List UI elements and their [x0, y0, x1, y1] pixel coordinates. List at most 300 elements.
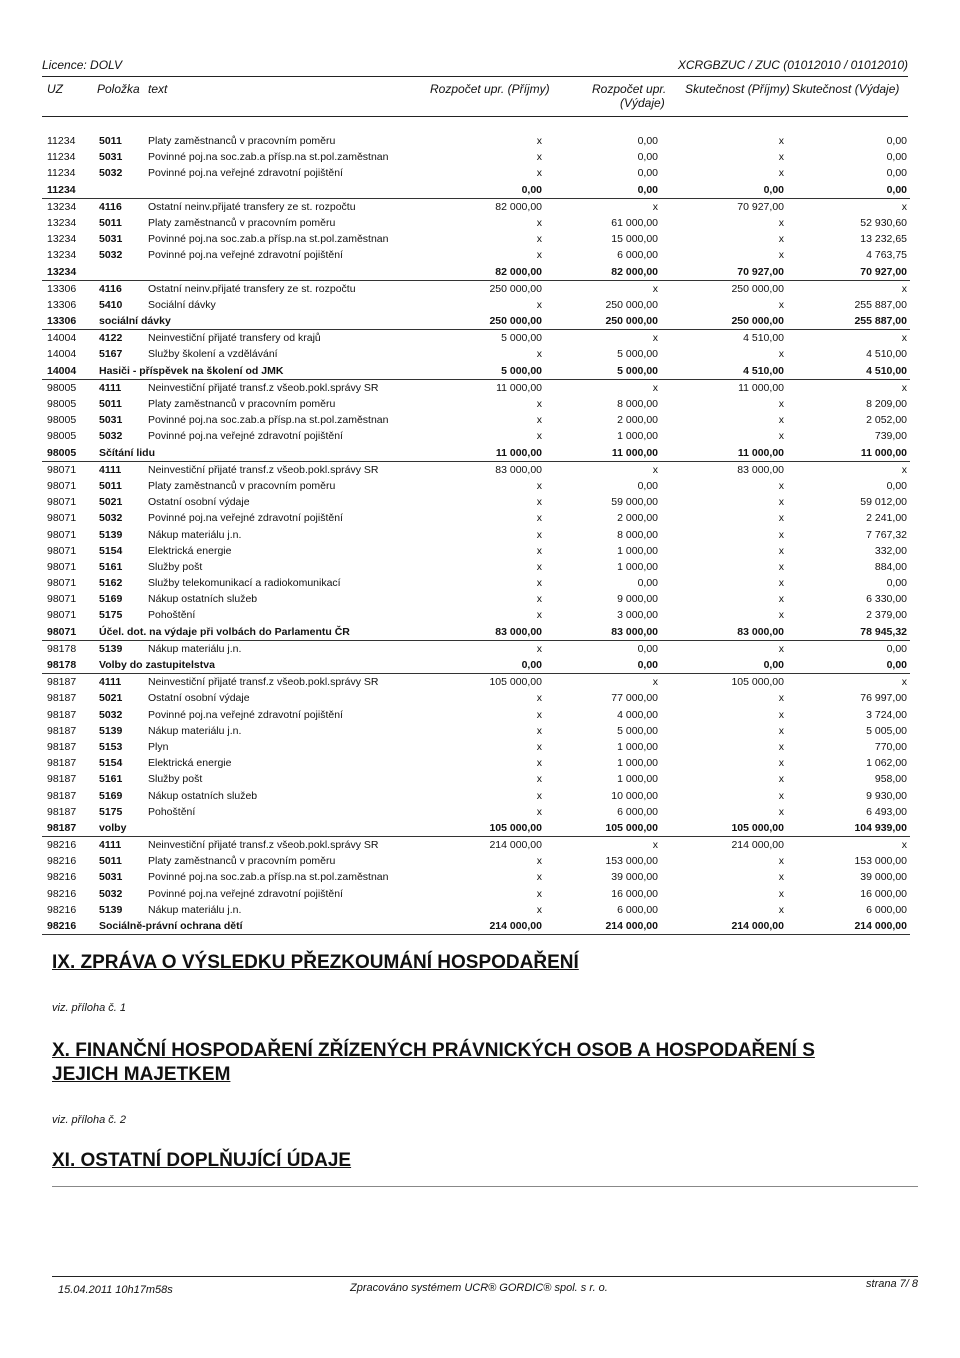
- cell-v3: x: [778, 151, 784, 164]
- col-rozpocet-prijmy: Rozpočet upr. (Příjmy): [430, 82, 550, 96]
- cell-pol: 5032: [99, 708, 123, 721]
- cell-v1: x: [536, 593, 542, 606]
- cell-v1: 83 000,00: [495, 463, 542, 476]
- cell-pol: 5169: [99, 789, 123, 802]
- cell-uz: 98071: [47, 528, 77, 541]
- col-rozpocet-vydaje: Rozpočet upr.: [592, 82, 667, 96]
- cell-text: Neinvestiční přijaté transf.z všeob.pokl.správy SR: [148, 463, 379, 476]
- cell-pol: 5139: [99, 642, 123, 655]
- cell-v1: x: [536, 805, 542, 818]
- cell-v1: 0,00: [521, 659, 542, 671]
- cell-v2: 6 000,00: [617, 805, 658, 818]
- cell-v4: x: [901, 381, 907, 394]
- cell-text: Nákup ostatních služeb: [148, 593, 258, 606]
- cell-v3: x: [778, 496, 784, 509]
- cell-v4: 4 510,00: [866, 348, 907, 361]
- cell-text: Platy zaměstnanců v pracovním poměru: [148, 398, 336, 410]
- cell-text: Elektrická energie: [148, 544, 232, 557]
- cell-v3: x: [778, 398, 784, 410]
- cell-v1: 83 000,00: [495, 625, 542, 638]
- cell-v2: 5 000,00: [617, 348, 658, 361]
- cell-v1: 214 000,00: [489, 839, 542, 852]
- cell-v1: x: [536, 233, 542, 246]
- table-row: [42, 247, 910, 263]
- cell-pol: 5154: [99, 757, 123, 770]
- cell-uz: 98187: [47, 724, 77, 737]
- cell-text: Sociálně-právní ochrana dětí: [99, 920, 243, 932]
- cell-v3: x: [778, 430, 784, 443]
- cell-v3: 214 000,00: [731, 839, 784, 852]
- cell-pol: 4111: [99, 676, 122, 689]
- cell-pol: 5011: [99, 855, 122, 868]
- cell-v1: x: [536, 855, 542, 868]
- cell-pol: 5031: [99, 871, 123, 884]
- cell-pol: 5410: [99, 298, 123, 311]
- cell-v4: 6 000,00: [866, 903, 907, 916]
- cell-v1: x: [536, 298, 542, 311]
- table-subtotal-row: [42, 264, 910, 281]
- cell-v4: 6 493,00: [866, 805, 907, 818]
- cell-text: Služby školení a vzdělávání: [148, 348, 278, 361]
- cell-pol: 5032: [99, 167, 123, 180]
- cell-uz: 98178: [47, 659, 77, 671]
- cell-v3: x: [778, 577, 784, 590]
- cell-text: Povinné poj.na veřejné zdravotní pojištění: [148, 708, 343, 721]
- cell-text: Povinné poj.na veřejné zdravotní pojištění: [148, 167, 343, 180]
- cell-uz: 98216: [47, 887, 77, 900]
- cell-v3: 70 927,00: [737, 265, 784, 278]
- cell-text: Elektrická energie: [148, 757, 232, 770]
- cell-v2: 0,00: [637, 659, 658, 671]
- cell-uz: 98071: [47, 512, 77, 525]
- cell-text: Pohoštění: [148, 805, 196, 818]
- cell-v4: x: [901, 332, 907, 345]
- licence-label: Licence: DOLV: [42, 58, 123, 72]
- table-row: [42, 297, 910, 313]
- cell-pol: 5169: [99, 593, 123, 606]
- cell-v1: x: [536, 708, 542, 721]
- cell-v4: 9 930,00: [866, 789, 907, 802]
- cell-v4: 6 330,00: [866, 593, 907, 606]
- section-x-note: viz. příloha č. 2: [52, 1114, 126, 1126]
- cell-v4: 76 997,00: [860, 692, 907, 705]
- cell-uz: 14004: [47, 348, 77, 361]
- cell-v4: x: [901, 282, 907, 295]
- table-row: [42, 707, 910, 723]
- cell-v4: 2 052,00: [866, 414, 907, 427]
- cell-pol: 5031: [99, 233, 123, 246]
- cell-uz: 98005: [47, 446, 77, 459]
- cell-v3: x: [778, 740, 784, 753]
- table-row: [42, 330, 910, 346]
- table-subtotal-row: [42, 820, 910, 837]
- cell-v4: 13 232,65: [860, 233, 907, 246]
- cell-v1: 82 000,00: [495, 265, 542, 278]
- cell-v1: x: [536, 903, 542, 916]
- col-text: text: [148, 82, 168, 96]
- cell-pol: 5154: [99, 544, 123, 557]
- cell-v2: 8 000,00: [617, 398, 658, 410]
- cell-uz: 13234: [47, 216, 77, 229]
- cell-uz: 11234: [47, 135, 76, 147]
- cell-v3: x: [778, 642, 784, 655]
- header-rule: [42, 76, 908, 77]
- cell-v2: 8 000,00: [617, 528, 658, 541]
- table-row: [42, 412, 910, 428]
- cell-text: Platy zaměstnanců v pracovním poměru: [148, 479, 336, 492]
- cell-v1: x: [536, 398, 542, 410]
- cell-v3: x: [778, 167, 784, 180]
- cell-v3: 0,00: [763, 183, 784, 196]
- cell-text: Neinvestiční přijaté transfery od krajů: [148, 332, 321, 345]
- cell-v2: 39 000,00: [611, 871, 658, 884]
- table-row: [42, 690, 910, 706]
- cell-uz: 98187: [47, 757, 77, 770]
- table-row: [42, 543, 910, 559]
- cell-v2: 11 000,00: [611, 446, 658, 459]
- cell-uz: 11234: [47, 167, 76, 180]
- cell-v3: 105 000,00: [731, 676, 784, 689]
- cell-v1: 105 000,00: [489, 676, 542, 689]
- cell-v4: 70 927,00: [860, 265, 907, 278]
- cell-uz: 98178: [47, 642, 77, 655]
- table-row: [42, 739, 910, 755]
- cell-pol: 5161: [99, 773, 123, 786]
- cell-v2: 9 000,00: [617, 593, 658, 606]
- cell-v1: x: [536, 496, 542, 509]
- cell-text: Služby pošt: [148, 773, 203, 786]
- cell-text: Ostatní neinv.přijaté transfery ze st. rozpočtu: [148, 200, 356, 213]
- report-id: XCRGBZUC / ZUC (01012010 / 01012010): [677, 58, 908, 72]
- cell-v4: 255 887,00: [854, 298, 907, 311]
- cell-uz: 13234: [47, 233, 77, 246]
- cell-v3: 83 000,00: [737, 625, 784, 638]
- cell-v4: 770,00: [874, 740, 907, 753]
- cell-v2: x: [652, 676, 658, 689]
- cell-uz: 98187: [47, 692, 77, 705]
- cell-uz: 98071: [47, 544, 77, 557]
- cell-uz: 98005: [47, 414, 77, 427]
- cell-pol: 5011: [99, 135, 122, 147]
- cell-v3: x: [778, 805, 784, 818]
- cell-v2: 153 000,00: [605, 855, 658, 868]
- cell-text: Neinvestiční přijaté transf.z všeob.pokl.správy SR: [148, 676, 379, 689]
- cell-v4: 5 005,00: [866, 724, 907, 737]
- cell-v1: 250 000,00: [489, 282, 542, 295]
- cell-v2: 1 000,00: [617, 430, 658, 443]
- table-subtotal-row: [42, 624, 910, 641]
- cell-v2: x: [652, 463, 658, 476]
- col-skutecnost-vydaje: Skutečnost (Výdaje): [792, 82, 900, 96]
- budget-table: [42, 133, 910, 935]
- cell-v3: x: [778, 298, 784, 311]
- section-rule: [52, 1186, 918, 1187]
- cell-v1: 5 000,00: [501, 332, 542, 345]
- footer-rule: [52, 1276, 918, 1277]
- table-row: [42, 510, 910, 526]
- cell-uz: 98071: [47, 496, 77, 509]
- cell-v2: 1 000,00: [617, 773, 658, 786]
- cell-v1: x: [536, 430, 542, 443]
- cell-v3: x: [778, 528, 784, 541]
- cell-uz: 11234: [47, 151, 76, 164]
- cell-v4: 739,00: [874, 430, 907, 443]
- cell-v1: x: [536, 348, 542, 361]
- cell-pol: 5161: [99, 560, 123, 573]
- cell-v2: 1 000,00: [617, 740, 658, 753]
- cell-v4: 7 767,32: [866, 528, 907, 541]
- cell-text: Hasiči - příspěvek na školení od JMK: [99, 364, 284, 377]
- cell-v2: 1 000,00: [617, 544, 658, 557]
- cell-text: Účel. dot. na výdaje při volbách do Parlamentu ČR: [99, 625, 350, 638]
- cell-pol: 5032: [99, 430, 123, 443]
- cell-text: Povinné poj.na soc.zab.a přísp.na st.pol.zaměstnan: [148, 414, 389, 427]
- table-row: [42, 527, 910, 543]
- cell-v3: 105 000,00: [731, 821, 784, 834]
- table-row: [42, 149, 910, 165]
- cell-v2: x: [652, 200, 658, 213]
- cell-v3: x: [778, 903, 784, 916]
- col-skutecnost-prijmy: Skutečnost (Příjmy): [685, 82, 790, 96]
- cell-uz: 98216: [47, 855, 77, 868]
- cell-uz: 13306: [47, 315, 77, 328]
- table-row: [42, 380, 910, 396]
- cell-pol: 5032: [99, 512, 123, 525]
- cell-uz: 98071: [47, 625, 77, 638]
- cell-v3: x: [778, 855, 784, 868]
- report-header: [42, 58, 908, 74]
- cell-text: Povinné poj.na veřejné zdravotní pojištění: [148, 512, 343, 525]
- cell-v2: 5 000,00: [617, 724, 658, 737]
- cell-uz: 98187: [47, 805, 77, 818]
- cell-v3: 70 927,00: [737, 200, 784, 213]
- cell-uz: 98071: [47, 479, 77, 492]
- cell-v2: 4 000,00: [617, 708, 658, 721]
- cell-v3: x: [778, 414, 784, 427]
- cell-text: Služby telekomunikací a radiokomunikací: [148, 577, 341, 590]
- cell-v2: 0,00: [637, 135, 658, 147]
- cell-v4: 1 062,00: [866, 757, 907, 770]
- cell-v3: x: [778, 135, 784, 147]
- cell-v2: 2 000,00: [617, 512, 658, 525]
- col-polozka: Položka: [97, 82, 140, 96]
- table-row: [42, 559, 910, 575]
- cell-v3: x: [778, 512, 784, 525]
- cell-v4: 0,00: [886, 167, 907, 180]
- cell-text: sociální dávky: [99, 315, 171, 328]
- cell-v2: 0,00: [637, 151, 658, 164]
- cell-v2: 10 000,00: [611, 789, 658, 802]
- cell-pol: 4111: [99, 381, 122, 394]
- table-row: [42, 886, 910, 902]
- cell-v4: 3 724,00: [866, 708, 907, 721]
- cell-v4: 59 012,00: [860, 496, 907, 509]
- table-row: [42, 199, 910, 215]
- cell-pol: 5167: [99, 348, 123, 361]
- table-row: [42, 231, 910, 247]
- cell-v4: 255 887,00: [854, 315, 907, 328]
- cell-text: Platy zaměstnanců v pracovním poměru: [148, 216, 336, 229]
- cell-v1: x: [536, 757, 542, 770]
- cell-v4: 52 930,60: [860, 216, 907, 229]
- cell-pol: 4116: [99, 282, 122, 295]
- cell-v3: x: [778, 724, 784, 737]
- cell-v2: 6 000,00: [617, 249, 658, 262]
- cell-v1: x: [536, 151, 542, 164]
- cell-v1: 0,00: [521, 183, 542, 196]
- cell-v2: 82 000,00: [611, 265, 658, 278]
- cell-pol: 5011: [99, 479, 122, 492]
- cell-pol: 5011: [99, 398, 122, 410]
- cell-v2: x: [652, 381, 658, 394]
- cell-v4: x: [901, 839, 907, 852]
- cell-v4: 0,00: [886, 577, 907, 590]
- cell-v2: 83 000,00: [611, 625, 658, 638]
- cell-uz: 98071: [47, 560, 77, 573]
- cell-text: Nákup materiálu j.n.: [148, 642, 242, 655]
- cell-v3: 250 000,00: [731, 315, 784, 328]
- cell-uz: 98216: [47, 871, 77, 884]
- cell-v3: 0,00: [763, 659, 784, 671]
- cell-text: Povinné poj.na veřejné zdravotní pojištění: [148, 249, 343, 262]
- cell-uz: 98071: [47, 577, 77, 590]
- cell-uz: 98187: [47, 740, 77, 753]
- cell-v3: x: [778, 593, 784, 606]
- cell-v4: 78 945,32: [860, 625, 907, 638]
- table-row: [42, 591, 910, 607]
- cell-v2: 2 000,00: [617, 414, 658, 427]
- table-row: [42, 804, 910, 820]
- table-row: [42, 281, 910, 297]
- cell-text: Sčítání lidu: [99, 446, 156, 459]
- table-subtotal-row: [42, 182, 910, 199]
- cell-text: Platy zaměstnanců v pracovním poměru: [148, 135, 336, 147]
- cell-text: Volby do zastupitelstva: [99, 659, 215, 671]
- cell-v2: 0,00: [637, 642, 658, 655]
- cell-v1: x: [536, 479, 542, 492]
- cell-pol: 5139: [99, 903, 123, 916]
- cell-v3: x: [778, 249, 784, 262]
- cell-pol: 4111: [99, 839, 122, 852]
- cell-uz: 98071: [47, 593, 77, 606]
- cell-v1: x: [536, 724, 542, 737]
- cell-uz: 98071: [47, 609, 77, 622]
- cell-v1: 11 000,00: [495, 446, 542, 459]
- section-xi-title: XI. OSTATNÍ DOPLŇUJÍCÍ ÚDAJE: [52, 1150, 352, 1171]
- table-row: [42, 723, 910, 739]
- cell-pol: 5011: [99, 216, 122, 229]
- cell-text: Neinvestiční přijaté transf.z všeob.pokl.správy SR: [148, 381, 379, 394]
- cell-v2: 3 000,00: [617, 609, 658, 622]
- table-row: [42, 869, 910, 885]
- cell-v1: x: [536, 871, 542, 884]
- cell-v3: x: [778, 544, 784, 557]
- footer-timestamp: 15.04.2011 10h17m58s: [58, 1284, 173, 1296]
- cell-v1: x: [536, 167, 542, 180]
- table-subtotal-row: [42, 445, 910, 462]
- cell-v1: 105 000,00: [489, 821, 542, 834]
- footer-system: Zpracováno systémem UCR® GORDIC® spol. s r. o.: [350, 1282, 608, 1294]
- cell-v3: x: [778, 887, 784, 900]
- cell-v4: 16 000,00: [860, 887, 907, 900]
- cell-text: Nákup materiálu j.n.: [148, 528, 242, 541]
- cell-v4: 2 241,00: [866, 512, 907, 525]
- cell-uz: 98005: [47, 398, 77, 410]
- cell-uz: 13306: [47, 298, 77, 311]
- cell-v3: x: [778, 216, 784, 229]
- cell-v4: 8 209,00: [866, 398, 907, 410]
- cell-v2: x: [652, 282, 658, 295]
- cell-uz: 98005: [47, 381, 77, 394]
- cell-v1: 82 000,00: [495, 200, 542, 213]
- section-ix-title: IX. ZPRÁVA O VÝSLEDKU PŘEZKOUMÁNÍ HOSPODAŘENÍ: [52, 952, 579, 973]
- cell-text: Povinné poj.na soc.zab.a přísp.na st.pol.zaměstnan: [148, 151, 389, 164]
- cell-v2: 77 000,00: [611, 692, 658, 705]
- column-headers: [42, 82, 908, 116]
- cell-text: Nákup ostatních služeb: [148, 789, 258, 802]
- cell-v2: x: [652, 332, 658, 345]
- cell-v1: x: [536, 773, 542, 786]
- table-subtotal-row: [42, 918, 910, 935]
- cell-v3: x: [778, 560, 784, 573]
- cell-uz: 14004: [47, 364, 77, 377]
- cell-text: volby: [99, 821, 127, 834]
- cell-uz: 13234: [47, 249, 77, 262]
- cell-v3: x: [778, 871, 784, 884]
- cell-v3: x: [778, 773, 784, 786]
- cell-pol: 5175: [99, 805, 123, 818]
- table-subtotal-row: [42, 657, 910, 674]
- table-row: [42, 165, 910, 181]
- cell-v4: x: [901, 676, 907, 689]
- cell-v1: x: [536, 216, 542, 229]
- section-x-title-line1: X. FINANČNÍ HOSPODAŘENÍ ZŘÍZENÝCH PRÁVNICKÝCH OSOB A HOSPODAŘENÍ S: [52, 1040, 815, 1061]
- cell-pol: 4122: [99, 332, 123, 345]
- cell-v1: x: [536, 740, 542, 753]
- cell-pol: 5032: [99, 249, 123, 262]
- table-subtotal-row: [42, 313, 910, 330]
- cell-v4: 4 763,75: [866, 249, 907, 262]
- cell-v3: 250 000,00: [731, 282, 784, 295]
- cell-v2: 15 000,00: [611, 233, 658, 246]
- col-rozpocet-vydaje-sub: (Výdaje): [620, 96, 665, 110]
- cell-text: Povinné poj.na soc.zab.a přísp.na st.pol.zaměstnan: [148, 871, 389, 884]
- table-row: [42, 494, 910, 510]
- cell-text: Nákup materiálu j.n.: [148, 903, 242, 916]
- cell-uz: 98071: [47, 463, 77, 476]
- cell-v3: 11 000,00: [737, 446, 784, 459]
- cell-v1: 250 000,00: [489, 315, 542, 328]
- cell-v3: 4 510,00: [743, 332, 784, 345]
- column-header-rule: [42, 116, 908, 117]
- cell-pol: 5139: [99, 528, 123, 541]
- cell-v4: 2 379,00: [866, 609, 907, 622]
- cell-v4: 0,00: [886, 642, 907, 655]
- footer-page: strana 7/ 8: [866, 1278, 918, 1290]
- cell-v1: 11 000,00: [496, 381, 542, 394]
- cell-v2: 1 000,00: [617, 560, 658, 573]
- cell-v1: x: [536, 692, 542, 705]
- cell-uz: 11234: [47, 183, 76, 196]
- cell-v4: x: [901, 200, 907, 213]
- table-row: [42, 346, 910, 362]
- cell-v1: x: [536, 249, 542, 262]
- cell-v3: 4 510,00: [743, 364, 784, 377]
- cell-uz: 98187: [47, 789, 77, 802]
- cell-v1: x: [536, 135, 542, 147]
- cell-v3: 11 000,00: [738, 381, 784, 394]
- cell-pol: 4111: [99, 463, 122, 476]
